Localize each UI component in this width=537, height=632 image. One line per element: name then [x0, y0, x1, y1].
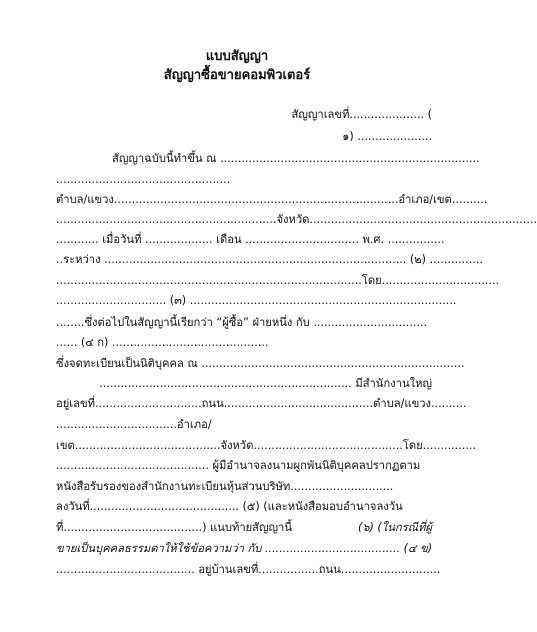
contract-number-line: สัญญาเลขที่..................... ( [291, 108, 432, 121]
area-province-line: เขต.........................................จังหวัด..........................................โดย............... [56, 439, 477, 452]
date-line: ............ เมื่อวันที่ ................... เดือน ................................ พ.ศ. ................ [56, 233, 445, 246]
residence-line: ....................................... อยู่บ้านเลขที่.................ถนน............................ [56, 563, 441, 576]
individual-seller-note: (๖) (ในกรณีที่ผู้ [358, 521, 432, 534]
contract-number-ref-line: ๑) ..................... [342, 130, 432, 143]
seller-ref-line: ...... (๔ ก) ............................................ [56, 336, 269, 349]
buyer-designation-line: ........ซึ่งต่อไปในสัญญานี้เรียกว่า “ผู้ซื้อ” ฝ่ายหนึ่ง กับ ................................ [56, 316, 428, 329]
contract-title: สัญญาซื้อขายคอมพิวเตอร์ [163, 68, 311, 83]
head-office-line: ....................................................................... มีสำนักงานใหญ่ [99, 377, 432, 390]
subdistrict-district-line: ตำบล/แขวง................................................................................อำเภอ/เขต.......... [56, 193, 488, 206]
between-line: ..ระหว่าง ..................................................................................... (๒) ............... [56, 253, 483, 266]
address-line: อยู่เลขที่..............................ถนน..........................................ตำบล/แขวง.......... [56, 397, 467, 410]
individual-seller-line: ขายเป็นบุคคลธรรมดาให้ใช้ข้อความว่า กับ ...................................... (๔ ข) [56, 542, 433, 555]
authorized-signer-line: ........................................... ผู้มีอำนาจลงนามผูกพันนิติบุคคลปรากฏตาม [56, 459, 421, 472]
district-line: ..................................อำเภอ/ [56, 418, 212, 431]
dated-line: ลงวันที่.......................................... (๕) (และหนังสือมอบอำนาจลงวัน [56, 500, 403, 513]
form-title: แบบสัญญา [205, 49, 269, 64]
province-line: ..............................................................จังหวัด................................................................ [56, 213, 537, 226]
representative-line: ............................... (๓) ........................................................................... [56, 294, 457, 307]
made-at-line: สัญญาฉบับนี้ทำขึ้น ณ ......................................................................... [112, 152, 480, 165]
made-at-continuation-line: ................................................. [56, 173, 231, 186]
by-line: ......................................................................................โดย................................. [56, 274, 500, 287]
registered-at-line: ซึ่งจดทะเบียนเป็นนิติบุคคล ณ .......................................................................... [56, 357, 465, 370]
attachment-line: ที่.......................................) แนบท้ายสัญญานี้ [56, 521, 292, 534]
certificate-line: หนังสือรับรองของสำนักงานทะเบียนหุ้นส่วนบริษัท............................. [56, 480, 394, 493]
